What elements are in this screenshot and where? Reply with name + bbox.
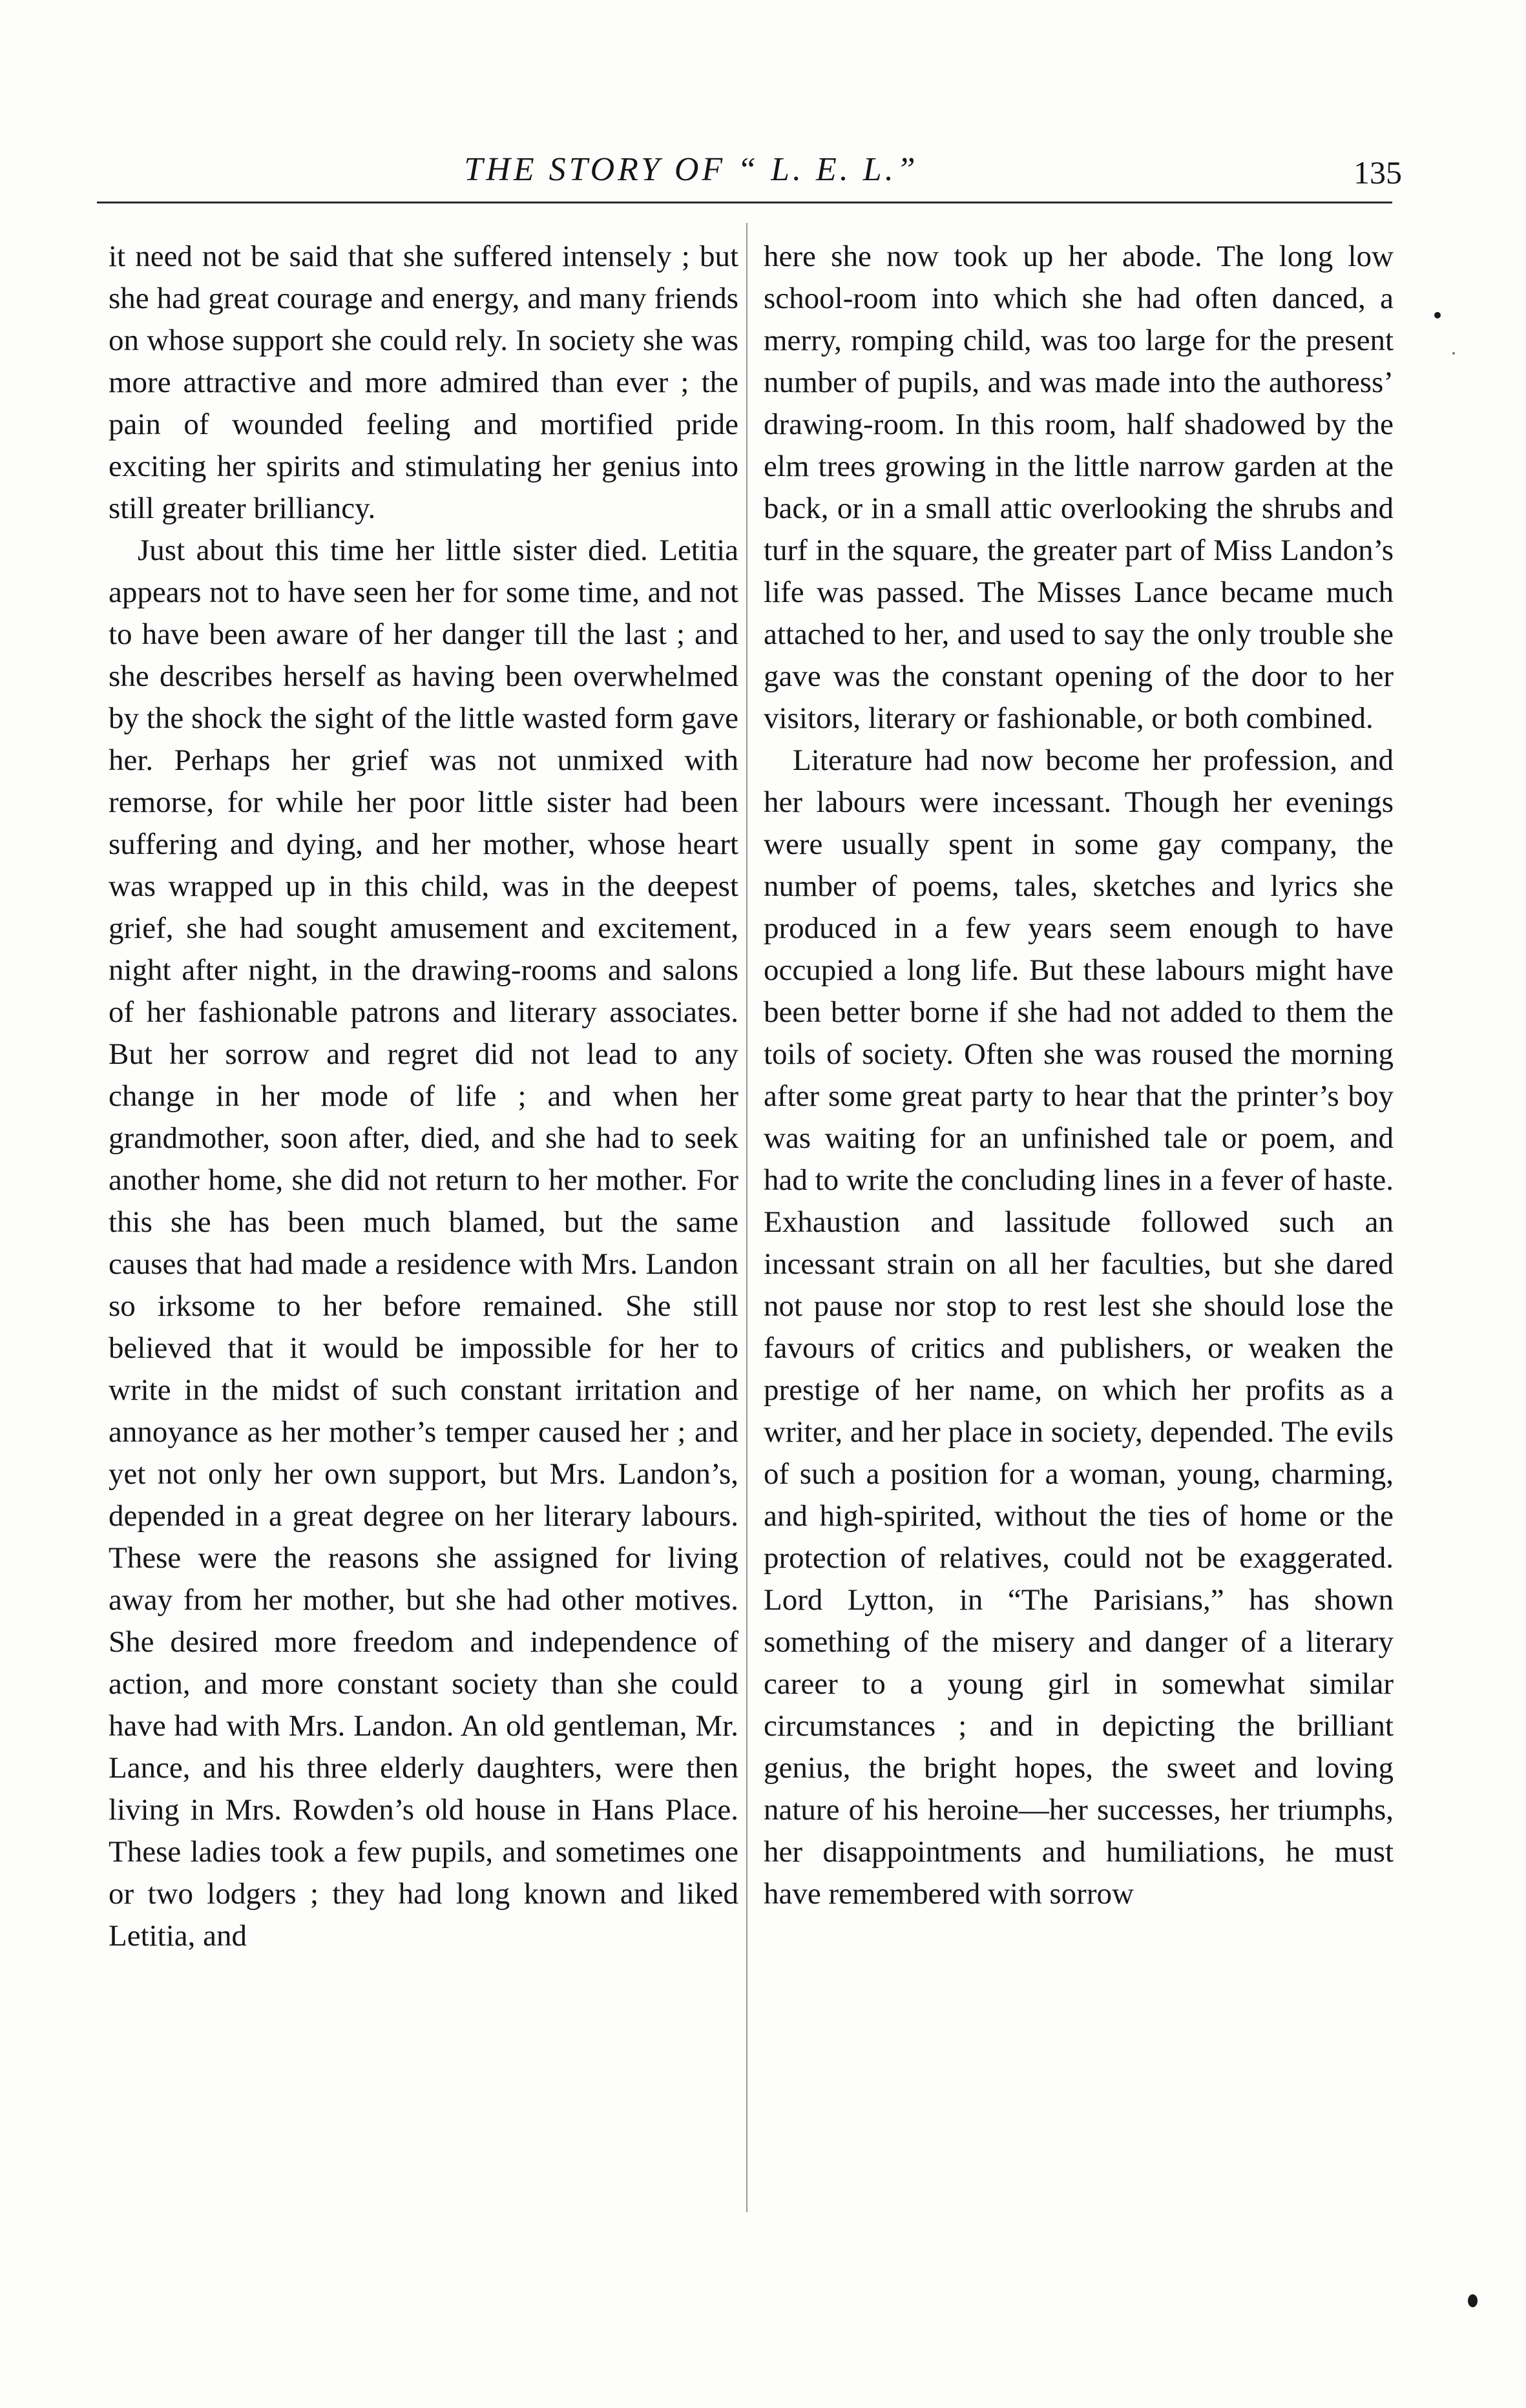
page-number: 135 [1354,154,1402,191]
ink-speck [1468,2294,1478,2307]
paragraph: it need not be said that she suffered intensely ; but she had great courage and energy, and many friends on whose support she could rely. In society she was more attractive and more admired than ever ; the pain of wounded feeling and mortified pride exciting her spirits and stimulating her genius into still greater brilliancy. [109,240,738,525]
running-title: THE STORY OF “ L. E. L.” [464,151,919,188]
ink-speck [1434,312,1441,318]
running-head [97,147,1402,192]
column-divider [746,223,747,2212]
ink-speck [1452,352,1455,355]
header-rule [97,202,1392,203]
paragraph: Just about this time her little sister died. Letitia appears not to have seen her for some time, and not to have been aware of her danger till the last ; and she describes herself as having been overwhelmed by the shock the sight of the little wasted form gave her. Perhaps her grief was not unmixed with remorse, for while her poor little sister had been suffering and dying, and her mother, whose heart was wrapped up in this child, was in the deepest grief, she had sought amusement and excitement, night after night, in the drawing-rooms and salons of her fashionable patrons and literary associates. But her sorrow and regret did not lead to any change in her mode of life ; and when her grandmother, soon after, died, and she had to seek another home, she did not return to her mother. For this she has been much blamed, but the same causes that had made a residence with Mrs. Landon so irksome to her before remained. She still believed that it would be impossible for her to write in the midst of such constant irritation and annoyance as her mother’s temper caused her ; and yet not only her own support, but Mrs. Landon’s, depended in a great degree on her literary labours. These were the reasons she assigned for living away from her mother, but she had other motives. She desired more freedom and independence of action, and more constant society than she could have had with Mrs. Landon. An old gentleman, Mr. Lance, and his three elderly daughters, were then living in Mrs. Rowden’s old house in Hans Place. These ladies took a few pupils, and sometimes one or two lodgers ; they had long known and liked Letitia, and [109,534,738,1953]
right-column [764,236,1394,1915]
paragraph: Literature had now become her profession, and her labours were incessant. Though her evenings were usually spent in some gay company, the number of poems, tales, sketches and lyrics she produced in a few years seem enough to have occupied a long life. But these labours might have been better borne if she had not added to them the toils of society. Often she was roused the morning after some great party to hear that the printer’s boy was waiting for an unfinished tale or poem, and had to write the concluding lines in a fever of haste. Exhaustion and lassitude followed such an incessant strain on all her faculties, but she dared not pause nor stop to rest lest she should lose the favours of critics and publishers, or weaken the prestige of her name, on which her profits as a writer, and her place in society, depended. The evils of such a position for a woman, young, charming, and high-spirited, without the ties of home or the protection of relatives, could not be exaggerated. Lord Lytton, in “The Parisians,” has shown something of the misery and danger of a literary career to a young girl in somewhat similar circumstances ; and in depicting the brilliant genius, the bright hopes, the sweet and loving nature of his heroine—her successes, her triumphs, her disappointments and humiliations, he must have remembered with sorrow [764,743,1394,1911]
left-column [109,236,738,1957]
paragraph: here she now took up her abode. The long low school-room into which she had often danced, a merry, romping child, was too large for the present number of pupils, and was made into the authoress’ drawing-room. In this room, half shadowed by the elm trees growing in the little narrow garden at the back, or in a small attic overlooking the shrubs and turf in the square, the greater part of Miss Landon’s life was passed. The Misses Lance became much attached to her, and used to say the only trouble she gave was the constant opening of the door to her visitors, literary or fashionable, or both combined. [764,240,1394,735]
